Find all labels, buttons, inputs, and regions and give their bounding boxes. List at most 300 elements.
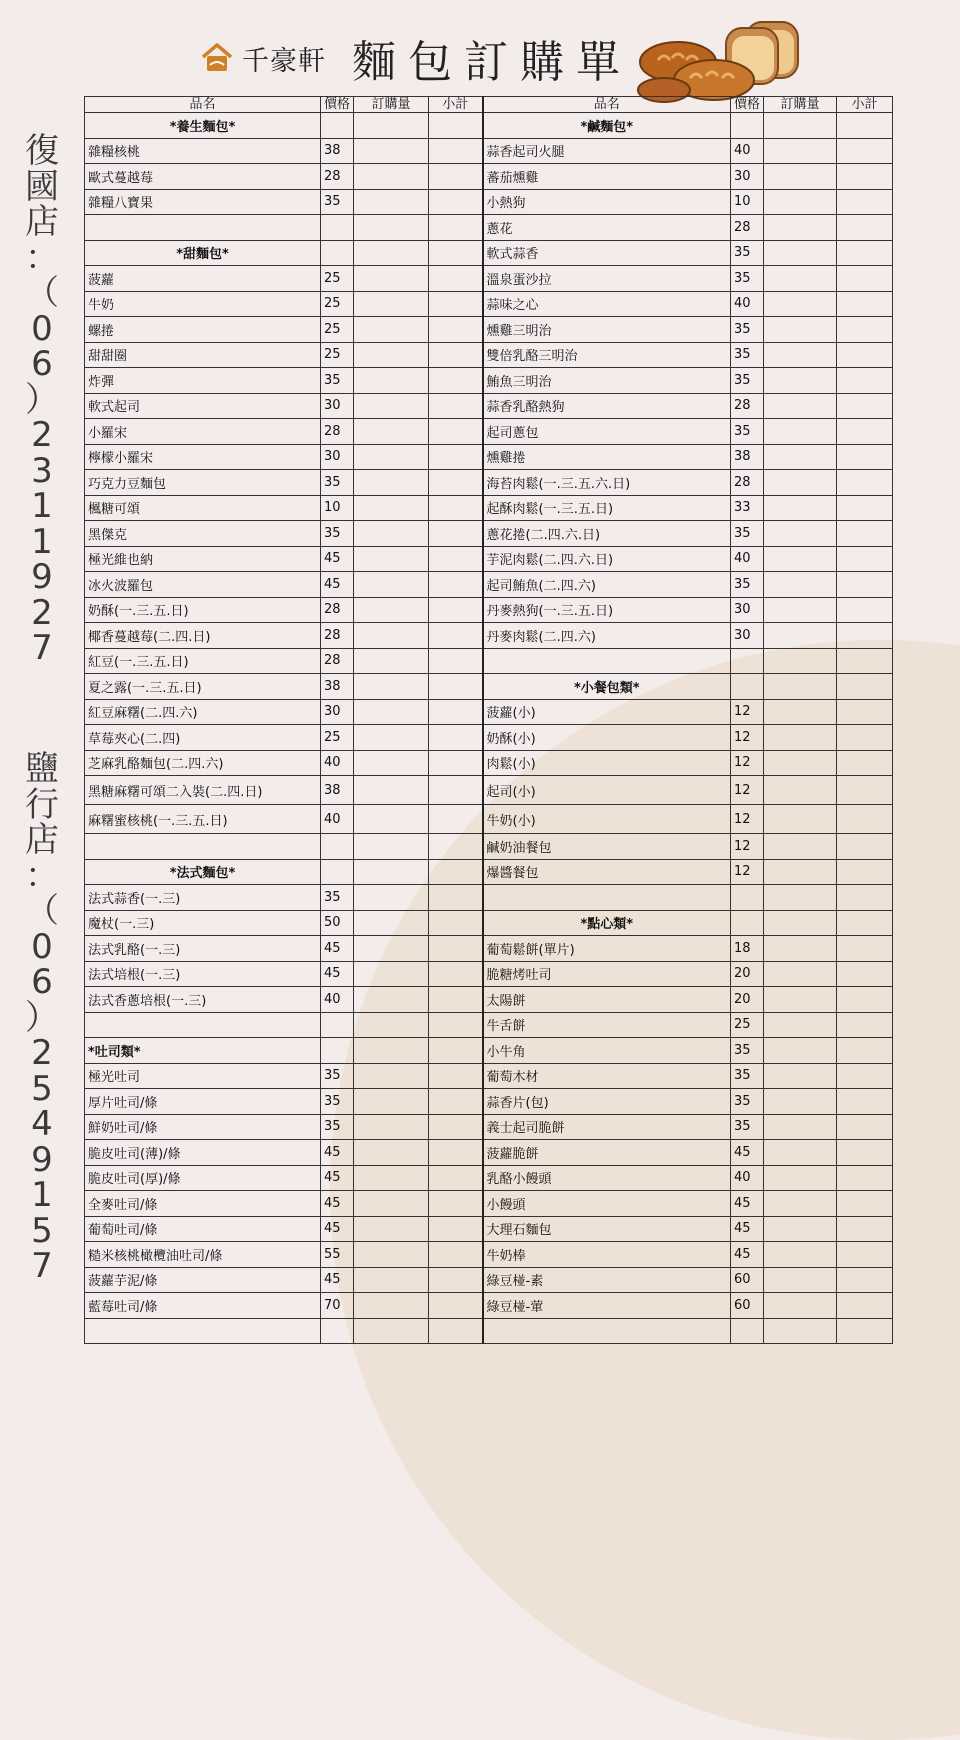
- order-subtotal-cell-left[interactable]: [429, 936, 483, 962]
- order-subtotal-cell-left[interactable]: [429, 138, 483, 164]
- item-price-left: 45: [321, 1267, 354, 1293]
- order-subtotal-cell-right[interactable]: [837, 1012, 893, 1038]
- order-subtotal-cell-left[interactable]: [429, 725, 483, 751]
- store-char: 0: [31, 308, 53, 349]
- order-qty-cell-right[interactable]: [764, 495, 837, 521]
- order-subtotal-cell-left[interactable]: [429, 623, 483, 649]
- table-row: [85, 834, 893, 860]
- order-qty-cell-right[interactable]: [764, 444, 837, 470]
- order-qty-cell-right[interactable]: [764, 164, 837, 190]
- table-row: [85, 1318, 893, 1344]
- table-row: [85, 859, 893, 885]
- order-qty-cell-right[interactable]: [764, 291, 837, 317]
- item-price-right: 25: [731, 1012, 764, 1038]
- item-price-left: 35: [321, 521, 354, 547]
- order-qty-cell-left[interactable]: [354, 834, 429, 860]
- item-price-left: 10: [321, 495, 354, 521]
- order-qty-cell-left[interactable]: [354, 936, 429, 962]
- order-subtotal-cell-right[interactable]: [837, 910, 893, 936]
- order-subtotal-cell-right[interactable]: [837, 987, 893, 1013]
- order-subtotal-cell-right[interactable]: [837, 1318, 893, 1344]
- order-subtotal-cell-right[interactable]: [837, 961, 893, 987]
- order-subtotal-cell-left[interactable]: [429, 215, 483, 241]
- order-subtotal-cell-left[interactable]: [429, 368, 483, 394]
- store-char: 6: [31, 962, 53, 1002]
- order-qty-cell-left[interactable]: [354, 725, 429, 751]
- order-subtotal-cell-right[interactable]: [837, 368, 893, 394]
- order-subtotal-cell-left[interactable]: [429, 546, 483, 572]
- order-qty-cell-right[interactable]: [764, 189, 837, 215]
- order-qty-cell-left[interactable]: [354, 1038, 429, 1064]
- item-price-left: 45: [321, 1191, 354, 1217]
- order-qty-cell-left[interactable]: [354, 240, 429, 266]
- item-name-right: 脆糖烤吐司: [483, 961, 731, 987]
- order-subtotal-cell-right[interactable]: [837, 138, 893, 164]
- item-name-right: 起司鮪魚(二.四.六): [483, 572, 731, 598]
- order-qty-cell-left[interactable]: [354, 291, 429, 317]
- item-price-left: 28: [321, 623, 354, 649]
- order-qty-cell-left[interactable]: [354, 444, 429, 470]
- order-subtotal-cell-right[interactable]: [837, 521, 893, 547]
- item-price-right: 30: [731, 623, 764, 649]
- item-name-right: 小熱狗: [483, 189, 731, 215]
- order-qty-cell-left[interactable]: [354, 859, 429, 885]
- order-subtotal-cell-left[interactable]: [429, 1089, 483, 1115]
- item-name-left: 法式香蔥培根(一.三): [85, 987, 321, 1013]
- order-subtotal-cell-right[interactable]: [837, 393, 893, 419]
- item-name-right: 蕃茄燻雞: [483, 164, 731, 190]
- order-qty-cell-right[interactable]: [764, 521, 837, 547]
- order-qty-cell-left[interactable]: [354, 1318, 429, 1344]
- table-row: [85, 805, 893, 834]
- order-qty-cell-right[interactable]: [764, 597, 837, 623]
- bread-illustration: [636, 16, 816, 106]
- item-price-right: 28: [731, 393, 764, 419]
- order-subtotal-cell-left[interactable]: [429, 805, 483, 834]
- order-qty-cell-right[interactable]: [764, 1140, 837, 1166]
- item-name-left: 芝麻乳酪麵包(二.四.六): [85, 750, 321, 776]
- item-price-right: 12: [731, 834, 764, 860]
- order-qty-cell-right[interactable]: [764, 1191, 837, 1217]
- order-subtotal-cell-left[interactable]: [429, 961, 483, 987]
- item-name-left: 巧克力豆麵包: [85, 470, 321, 496]
- order-subtotal-cell-right[interactable]: [837, 597, 893, 623]
- order-qty-cell-left[interactable]: [354, 266, 429, 292]
- order-qty-cell-right[interactable]: [764, 1063, 837, 1089]
- item-price-right: [731, 674, 764, 700]
- order-qty-cell-right[interactable]: [764, 419, 837, 445]
- item-price-left: 30: [321, 699, 354, 725]
- order-qty-cell-left[interactable]: [354, 113, 429, 139]
- order-subtotal-cell-right[interactable]: [837, 164, 893, 190]
- col-qty-left: 訂購量: [354, 97, 429, 113]
- table-row: [85, 1063, 893, 1089]
- order-qty-cell-left[interactable]: [354, 368, 429, 394]
- order-subtotal-cell-right[interactable]: [837, 776, 893, 805]
- order-subtotal-cell-left[interactable]: [429, 1114, 483, 1140]
- table-row: [85, 189, 893, 215]
- item-price-right: 12: [731, 750, 764, 776]
- order-subtotal-cell-right[interactable]: [837, 317, 893, 343]
- order-subtotal-cell-right[interactable]: [837, 1216, 893, 1242]
- order-qty-cell-left[interactable]: [354, 470, 429, 496]
- item-price-left: [321, 834, 354, 860]
- order-qty-cell-left[interactable]: [354, 1140, 429, 1166]
- order-subtotal-cell-right[interactable]: [837, 113, 893, 139]
- order-subtotal-cell-left[interactable]: [429, 910, 483, 936]
- item-price-left: 35: [321, 368, 354, 394]
- item-name-left: 極光維也納: [85, 546, 321, 572]
- order-subtotal-cell-left[interactable]: [429, 291, 483, 317]
- order-qty-cell-left[interactable]: [354, 1114, 429, 1140]
- order-qty-cell-left[interactable]: [354, 521, 429, 547]
- order-subtotal-cell-left[interactable]: [429, 674, 483, 700]
- order-subtotal-cell-right[interactable]: [837, 291, 893, 317]
- item-name-right: 丹麥肉鬆(二.四.六): [483, 623, 731, 649]
- order-subtotal-cell-right[interactable]: [837, 1089, 893, 1115]
- order-qty-cell-right[interactable]: [764, 1242, 837, 1268]
- order-qty-cell-left[interactable]: [354, 1063, 429, 1089]
- table-row: [85, 910, 893, 936]
- order-subtotal-cell-right[interactable]: [837, 546, 893, 572]
- order-subtotal-cell-left[interactable]: [429, 470, 483, 496]
- order-subtotal-cell-right[interactable]: [837, 444, 893, 470]
- order-subtotal-cell-right[interactable]: [837, 1140, 893, 1166]
- order-qty-cell-left[interactable]: [354, 623, 429, 649]
- order-qty-cell-left[interactable]: [354, 189, 429, 215]
- house-logo-icon: [200, 41, 234, 75]
- order-qty-cell-left[interactable]: [354, 776, 429, 805]
- order-qty-cell-left[interactable]: [354, 138, 429, 164]
- item-price-left: 45: [321, 936, 354, 962]
- order-subtotal-cell-right[interactable]: [837, 215, 893, 241]
- order-qty-cell-right[interactable]: [764, 834, 837, 860]
- item-name-right: 大理石麵包: [483, 1216, 731, 1242]
- order-subtotal-cell-left[interactable]: [429, 266, 483, 292]
- item-price-right: 45: [731, 1216, 764, 1242]
- order-subtotal-cell-right[interactable]: [837, 859, 893, 885]
- order-qty-cell-right[interactable]: [764, 699, 837, 725]
- order-qty-cell-left[interactable]: [354, 1012, 429, 1038]
- order-qty-cell-left[interactable]: [354, 648, 429, 674]
- item-price-right: 12: [731, 805, 764, 834]
- store-char: 3: [31, 450, 53, 491]
- order-subtotal-cell-left[interactable]: [429, 1242, 483, 1268]
- order-qty-cell-left[interactable]: [354, 987, 429, 1013]
- order-subtotal-cell-right[interactable]: [837, 1038, 893, 1064]
- order-qty-cell-right[interactable]: [764, 1318, 837, 1344]
- order-subtotal-cell-left[interactable]: [429, 342, 483, 368]
- order-qty-cell-left[interactable]: [354, 572, 429, 598]
- order-qty-cell-right[interactable]: [764, 470, 837, 496]
- order-subtotal-cell-right[interactable]: [837, 1267, 893, 1293]
- order-qty-cell-right[interactable]: [764, 987, 837, 1013]
- order-qty-cell-right[interactable]: [764, 725, 837, 751]
- order-qty-cell-right[interactable]: [764, 1038, 837, 1064]
- item-price-left: [321, 1012, 354, 1038]
- order-qty-cell-right[interactable]: [764, 368, 837, 394]
- order-qty-cell-left[interactable]: [354, 1216, 429, 1242]
- item-price-left: 25: [321, 725, 354, 751]
- order-subtotal-cell-left[interactable]: [429, 572, 483, 598]
- item-name-right: 爆醬餐包: [483, 859, 731, 885]
- order-subtotal-cell-left[interactable]: [429, 1165, 483, 1191]
- item-price-right: 38: [731, 444, 764, 470]
- item-name-left: 檸檬小羅宋: [85, 444, 321, 470]
- item-price-right: 35: [731, 521, 764, 547]
- item-name-left: 雜糧八寶果: [85, 189, 321, 215]
- order-subtotal-cell-right[interactable]: [837, 240, 893, 266]
- order-qty-cell-left[interactable]: [354, 546, 429, 572]
- order-qty-cell-left[interactable]: [354, 1242, 429, 1268]
- order-subtotal-cell-right[interactable]: [837, 623, 893, 649]
- order-qty-cell-left[interactable]: [354, 699, 429, 725]
- table-row: [85, 1242, 893, 1268]
- order-qty-cell-left[interactable]: [354, 750, 429, 776]
- order-qty-cell-right[interactable]: [764, 1216, 837, 1242]
- item-name-left: 椰香蔓越莓(二.四.日): [85, 623, 321, 649]
- order-qty-cell-right[interactable]: [764, 546, 837, 572]
- order-subtotal-cell-left[interactable]: [429, 419, 483, 445]
- order-qty-cell-right[interactable]: [764, 113, 837, 139]
- order-qty-cell-right[interactable]: [764, 1267, 837, 1293]
- item-name-right: 蒜香片(包): [483, 1089, 731, 1115]
- order-subtotal-cell-right[interactable]: [837, 674, 893, 700]
- order-subtotal-cell-left[interactable]: [429, 240, 483, 266]
- order-subtotal-cell-right[interactable]: [837, 342, 893, 368]
- table-row: [85, 113, 893, 139]
- item-price-right: 35: [731, 342, 764, 368]
- order-subtotal-cell-right[interactable]: [837, 266, 893, 292]
- item-name-left: 牛奶: [85, 291, 321, 317]
- item-name-right: 葡萄木材: [483, 1063, 731, 1089]
- section-header-left: *養生麵包*: [85, 113, 321, 139]
- item-name-right: 軟式蒜香: [483, 240, 731, 266]
- item-price-right: 35: [731, 240, 764, 266]
- order-subtotal-cell-right[interactable]: [837, 725, 893, 751]
- order-subtotal-cell-left[interactable]: [429, 1038, 483, 1064]
- item-name-right: 義士起司脆餅: [483, 1114, 731, 1140]
- item-price-right: 40: [731, 1165, 764, 1191]
- order-subtotal-cell-left[interactable]: [429, 776, 483, 805]
- item-price-right: 35: [731, 1089, 764, 1115]
- order-qty-cell-right[interactable]: [764, 674, 837, 700]
- order-subtotal-cell-right[interactable]: [837, 1242, 893, 1268]
- order-qty-cell-left[interactable]: [354, 495, 429, 521]
- order-subtotal-cell-left[interactable]: [429, 859, 483, 885]
- order-subtotal-cell-right[interactable]: [837, 1063, 893, 1089]
- item-price-left: 45: [321, 1216, 354, 1242]
- order-subtotal-cell-left[interactable]: [429, 885, 483, 911]
- item-price-left: 28: [321, 648, 354, 674]
- order-subtotal-cell-left[interactable]: [429, 1318, 483, 1344]
- order-qty-cell-left[interactable]: [354, 961, 429, 987]
- order-qty-cell-left[interactable]: [354, 393, 429, 419]
- order-subtotal-cell-left[interactable]: [429, 393, 483, 419]
- order-qty-cell-right[interactable]: [764, 776, 837, 805]
- item-name-right: 起酥肉鬆(一.三.五.日): [483, 495, 731, 521]
- order-qty-cell-left[interactable]: [354, 885, 429, 911]
- item-price-right: 40: [731, 291, 764, 317]
- order-subtotal-cell-left[interactable]: [429, 1012, 483, 1038]
- item-name-right: [483, 648, 731, 674]
- order-qty-cell-right[interactable]: [764, 750, 837, 776]
- table-row: [85, 138, 893, 164]
- order-qty-cell-right[interactable]: [764, 885, 837, 911]
- order-subtotal-cell-right[interactable]: [837, 495, 893, 521]
- item-price-left: [321, 113, 354, 139]
- order-subtotal-cell-left[interactable]: [429, 1293, 483, 1319]
- order-qty-cell-left[interactable]: [354, 317, 429, 343]
- item-price-right: 35: [731, 1114, 764, 1140]
- table-row: [85, 1191, 893, 1217]
- store-char: 5: [31, 1210, 53, 1251]
- order-subtotal-cell-left[interactable]: [429, 1191, 483, 1217]
- order-qty-cell-right[interactable]: [764, 1114, 837, 1140]
- order-qty-cell-left[interactable]: [354, 215, 429, 241]
- store-char: ）: [25, 379, 59, 420]
- item-price-left: 40: [321, 805, 354, 834]
- table-header-row: [85, 97, 893, 113]
- item-price-left: 35: [321, 1063, 354, 1089]
- order-subtotal-cell-left[interactable]: [429, 1216, 483, 1242]
- item-price-right: 45: [731, 1242, 764, 1268]
- item-name-left: 脆皮吐司(薄)/條: [85, 1140, 321, 1166]
- order-subtotal-cell-left[interactable]: [429, 834, 483, 860]
- order-subtotal-cell-right[interactable]: [837, 470, 893, 496]
- order-qty-cell-right[interactable]: [764, 910, 837, 936]
- order-qty-cell-right[interactable]: [764, 648, 837, 674]
- order-subtotal-cell-left[interactable]: [429, 189, 483, 215]
- order-subtotal-cell-right[interactable]: [837, 885, 893, 911]
- store-char: （: [25, 891, 59, 931]
- order-qty-cell-right[interactable]: [764, 1089, 837, 1115]
- item-price-right: 12: [731, 859, 764, 885]
- order-subtotal-cell-right[interactable]: [837, 1114, 893, 1140]
- order-qty-cell-left[interactable]: [354, 1267, 429, 1293]
- order-subtotal-cell-left[interactable]: [429, 1063, 483, 1089]
- order-subtotal-cell-right[interactable]: [837, 1165, 893, 1191]
- order-qty-cell-left[interactable]: [354, 1191, 429, 1217]
- order-subtotal-cell-left[interactable]: [429, 750, 483, 776]
- item-price-right: 20: [731, 987, 764, 1013]
- item-price-right: 12: [731, 776, 764, 805]
- order-qty-cell-left[interactable]: [354, 1165, 429, 1191]
- table-row: [85, 1216, 893, 1242]
- order-qty-cell-right[interactable]: [764, 393, 837, 419]
- order-subtotal-cell-right[interactable]: [837, 189, 893, 215]
- order-qty-cell-left[interactable]: [354, 597, 429, 623]
- order-qty-cell-left[interactable]: [354, 805, 429, 834]
- header: [200, 26, 632, 90]
- order-qty-cell-right[interactable]: [764, 859, 837, 885]
- order-subtotal-cell-left[interactable]: [429, 113, 483, 139]
- order-qty-cell-right[interactable]: [764, 623, 837, 649]
- order-subtotal-cell-right[interactable]: [837, 648, 893, 674]
- order-subtotal-cell-right[interactable]: [837, 1191, 893, 1217]
- item-price-left: 45: [321, 1165, 354, 1191]
- order-qty-cell-right[interactable]: [764, 342, 837, 368]
- order-subtotal-cell-right[interactable]: [837, 805, 893, 834]
- order-subtotal-cell-right[interactable]: [837, 834, 893, 860]
- order-subtotal-cell-left[interactable]: [429, 495, 483, 521]
- order-qty-cell-left[interactable]: [354, 1293, 429, 1319]
- order-subtotal-cell-left[interactable]: [429, 699, 483, 725]
- order-qty-cell-right[interactable]: [764, 1012, 837, 1038]
- item-price-right: 28: [731, 470, 764, 496]
- table-row: [85, 572, 893, 598]
- order-subtotal-cell-left[interactable]: [429, 521, 483, 547]
- order-qty-cell-right[interactable]: [764, 138, 837, 164]
- order-subtotal-cell-right[interactable]: [837, 419, 893, 445]
- store-char: 0: [31, 926, 53, 967]
- order-subtotal-cell-left[interactable]: [429, 1267, 483, 1293]
- item-price-right: 35: [731, 317, 764, 343]
- table-row: [85, 750, 893, 776]
- order-qty-cell-left[interactable]: [354, 342, 429, 368]
- order-subtotal-cell-right[interactable]: [837, 1293, 893, 1319]
- order-qty-cell-left[interactable]: [354, 674, 429, 700]
- item-name-left: 炸彈: [85, 368, 321, 394]
- order-qty-cell-right[interactable]: [764, 805, 837, 834]
- brand-name: 千豪軒: [242, 45, 326, 77]
- item-price-right: [731, 885, 764, 911]
- item-name-left: 黑傑克: [85, 521, 321, 547]
- item-name-right: 菠蘿(小): [483, 699, 731, 725]
- section-header-left: *甜麵包*: [85, 240, 321, 266]
- col-price-right: 價格: [731, 97, 764, 113]
- order-qty-cell-right[interactable]: [764, 1293, 837, 1319]
- table-row: [85, 546, 893, 572]
- item-name-left: 極光吐司: [85, 1063, 321, 1089]
- order-subtotal-cell-left[interactable]: [429, 1140, 483, 1166]
- order-subtotal-cell-right[interactable]: [837, 572, 893, 598]
- order-subtotal-cell-right[interactable]: [837, 699, 893, 725]
- item-name-right: 綠豆椪-葷: [483, 1293, 731, 1319]
- item-price-left: 25: [321, 342, 354, 368]
- order-qty-cell-right[interactable]: [764, 961, 837, 987]
- order-qty-cell-left[interactable]: [354, 910, 429, 936]
- table-row: [85, 444, 893, 470]
- order-qty-cell-right[interactable]: [764, 266, 837, 292]
- order-subtotal-cell-left[interactable]: [429, 648, 483, 674]
- item-name-right: 起司蔥包: [483, 419, 731, 445]
- order-subtotal-cell-left[interactable]: [429, 164, 483, 190]
- order-qty-cell-right[interactable]: [764, 240, 837, 266]
- order-qty-cell-right[interactable]: [764, 572, 837, 598]
- item-price-left: 45: [321, 572, 354, 598]
- item-name-left: [85, 1012, 321, 1038]
- order-qty-cell-right[interactable]: [764, 317, 837, 343]
- item-name-right: 肉鬆(小): [483, 750, 731, 776]
- store-char: 2: [31, 1033, 53, 1073]
- order-qty-cell-left[interactable]: [354, 164, 429, 190]
- order-subtotal-cell-right[interactable]: [837, 750, 893, 776]
- order-subtotal-cell-right[interactable]: [837, 936, 893, 962]
- order-qty-cell-right[interactable]: [764, 215, 837, 241]
- order-qty-cell-right[interactable]: [764, 1165, 837, 1191]
- order-qty-cell-left[interactable]: [354, 1089, 429, 1115]
- store-char: 7: [31, 628, 53, 668]
- order-subtotal-cell-left[interactable]: [429, 444, 483, 470]
- order-qty-cell-right[interactable]: [764, 936, 837, 962]
- order-subtotal-cell-left[interactable]: [429, 317, 483, 343]
- item-name-right: 溫泉蛋沙拉: [483, 266, 731, 292]
- order-subtotal-cell-left[interactable]: [429, 597, 483, 623]
- order-qty-cell-left[interactable]: [354, 419, 429, 445]
- order-subtotal-cell-left[interactable]: [429, 987, 483, 1013]
- item-name-left: 軟式起司: [85, 393, 321, 419]
